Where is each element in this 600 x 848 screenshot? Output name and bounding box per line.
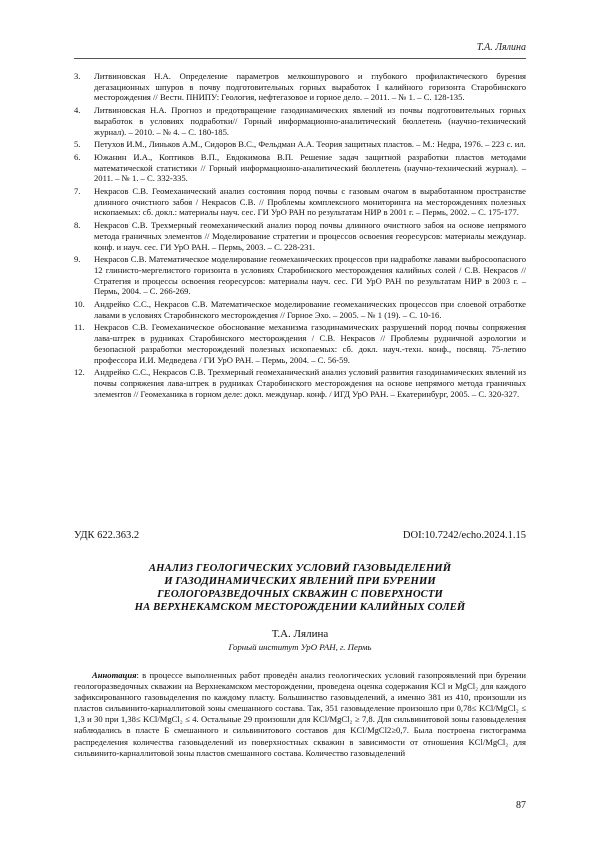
reference-item (74, 71, 526, 103)
reference-number: 12. (74, 367, 85, 378)
abstract-label: Аннотация (92, 670, 137, 680)
page-number: 87 (516, 800, 526, 811)
reference-item (74, 254, 526, 297)
reference-list (74, 71, 526, 401)
article-title (74, 562, 526, 614)
doi-link[interactable]: DOI:10.7242/echo.2024.1.15 (402, 530, 526, 541)
reference-number: 7. (74, 186, 81, 197)
reference-number: 8. (74, 220, 81, 231)
article-author: Т.А. Лялина (271, 628, 329, 640)
udk-code: УДК 622.363.2 (74, 530, 140, 541)
reference-number: 10. (74, 299, 85, 310)
reference-item (74, 322, 526, 365)
reference-text: Южанин И.А., Коптиков В.П., Евдокимова В.П. Решение задач защитной разработки пластов методами математической статистики // Горный информационно-аналитический бюллетень (научно-технический журнал). – 2011. – № 1. – С. 332-335. (94, 151, 526, 184)
reference-item (74, 105, 526, 137)
reference-text: Некрасов С.В. Математическое моделирование геомеханических процессов при надработке лавами выбросоопасного 12 глинисто-мергелистого горизонта в условиях Старобинского месторождения калийных солей / С.В. Некрасов // Стратегия и процессы освоения георесурсов: материалы науч. сес. ГИ УрО РАН по результатам НИР в 2003 г. – Пермь, 2004. – С. 266-269. (94, 254, 526, 297)
reference-text: Литвиновская Н.А. Прогноз и предотвращение газодинамических явлений из почвы подготовительных горных выработок в условиях подработки// Горный информационно-аналитический бюллетень (научно-технический журнал). – 2010. – № 4. – С. 180-185. (94, 105, 526, 137)
author-affiliation: Горный институт УрО РАН, г. Пермь (228, 642, 372, 652)
reference-text: Некрасов С.В. Геомеханическое обоснование механизма газодинамических разрушений пород почвы сопряжения лава-штрек в рудниках Старобинского месторождения / С.В. Некрасов // Проблемы рудничной аэрологии и безопасной разработки месторождений полезных ископаемых: сб. докл. науч.-техн. конф., посвящ. 75-летию профессора И.И. Медведева / ГИ УрО РАН. – Пермь, 2004. – С. 56-59. (94, 322, 526, 365)
abstract-text: : в процессе выполненных работ проведён анализ геологических условий газопроявлений при бурении геологоразведочных скважин на Верхнекамском месторождении, проведена оценка содержания KCl и MgCl₂ для каждого зафиксированного газовыделения по каждому пласту. Большинство газовыделений, а именно 381 из 410, произошли из пластов сильвинито-карналлитовой зоны смешанного состава. Так, 351 газовыделение произошло при 0,78≤ KCl/MgCl₂ ≤ 1,3 и 30 при 1,38≤ KCl/MgCl₂ ≤ 4. Остальные 29 произошли для KCl/MgCl₂ ≥ 7,8. Для сильвинитовой зоны газовыделения наблюдались в пласте Б смешанного и сильвинитового составов для KCl/MgCl2≥0,7. Была построена гистограмма распределения количества газовыделений из поверхностных скважин в зависимости от отношения KCl/MgCl₂ для сильвинито-карналлитовой зоны пластов смешанного состава. Количество газовыделений (74, 670, 526, 758)
reference-text: Андрейко С.С., Некрасов С.В. Математическое моделирование геомеханических процессов при слоевой отработке лавами в условиях Старобинского месторождения // Горное Эхо. – 2005. – № 1 (19). – С. 10-16. (94, 299, 526, 320)
reference-number: 4. (74, 105, 81, 116)
reference-text: Андрейко С.С., Некрасов С.В. Трехмерный геомеханический анализ условий развития газодинамических явлений из почвы сопряжения лава-штрек в рудниках Старобинского месторождения на основе непрямого метода граничных элементов // Геомеханика в горном деле: докл. междунар. конф. / ИГД УрО РАН. – Екатеринбург, 2005. – С. 320-327. (94, 367, 526, 399)
reference-number: 11. (74, 322, 85, 333)
reference-item (74, 139, 526, 150)
reference-item (74, 152, 526, 184)
reference-item (74, 299, 526, 320)
title-line: И ГАЗОДИНАМИЧЕСКИХ ЯВЛЕНИЙ ПРИ БУРЕНИИ (164, 575, 436, 587)
reference-item (74, 367, 526, 399)
title-line: АНАЛИЗ ГЕОЛОГИЧЕСКИХ УСЛОВИЙ ГАЗОВЫДЕЛЕНИЙ (148, 562, 452, 574)
reference-number: 3. (74, 71, 81, 81)
reference-text: Некрасов С.В. Геомеханический анализ состояния пород почвы с газовым очагом в выработанном пространстве длинного очистного забоя / Некрасов С.В. // Проблемы комплексного мониторинга на месторождениях полезных ископаемых: сб. докл.: материалы науч. сес. ГИ УрО РАН по результатам НИР в 2001 г. – Пермь, 2002. – С. 175-177. (94, 186, 526, 218)
reference-text: Петухов И.М., Линьков А.М., Сидоров В.С., Фельдман А.А. Теория защитных пластов. – М.: Недра, 1976. – 223 с. ил. (94, 139, 526, 150)
reference-text: Некрасов С.В. Трехмерный геомеханический анализ пород почвы длинного очистного забоя на основе непрямого метода граничных элементов // Моделирование стратегии и процессов освоения георесурсов: материалы междунар. конф. и науч. сес. ГИ УрО РАН. – Пермь, 2003. – С. 228-231. (94, 220, 526, 252)
title-line: НА ВЕРХНЕКАМСКОМ МЕСТОРОЖДЕНИИ КАЛИЙНЫХ СОЛЕЙ (134, 601, 466, 613)
reference-number: 6. (74, 151, 81, 162)
reference-number: 5. (74, 139, 81, 150)
abstract (74, 670, 526, 759)
article-meta (74, 530, 526, 541)
reference-item (74, 220, 526, 252)
reference-number: 9. (74, 254, 81, 265)
header-divider (74, 58, 526, 59)
running-header-author: Т.А. Лялина (476, 42, 526, 53)
reference-item (74, 186, 526, 218)
reference-text: Литвиновская Н.А. Определение параметров мелкошпурового и глубокого профилактического бурения дегазационных шпуров в почву подготовительных горных выработок I калийного горизонта Старобинского месторождения // Вестн. ПНИПУ: Геология, нефтегазовое и горное дело. – 2011. – № 1. – С. 128-135. (94, 71, 526, 103)
title-line: ГЕОЛОГОРАЗВЕДОЧНЫХ СКВАЖИН С ПОВЕРХНОСТИ (157, 588, 443, 600)
